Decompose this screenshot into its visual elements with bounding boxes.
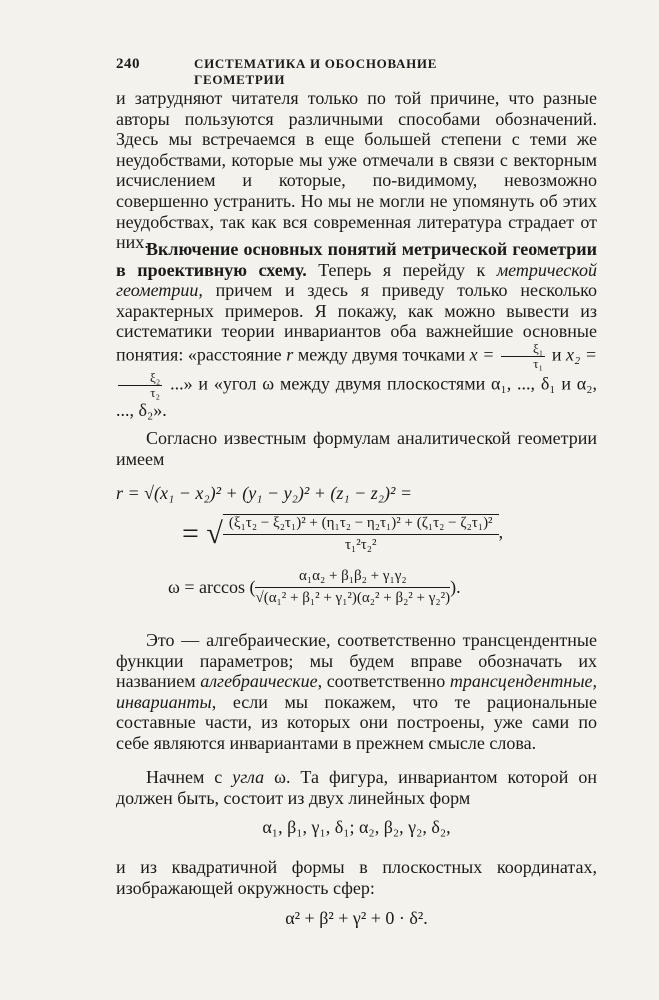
- quadratic-form-formula: α² + β² + γ² + 0 · δ².: [285, 908, 428, 928]
- formula-r: r = √(x₁ − x₂)² + (y₁ − y₂)² + (z₁ − z₂)² =: [116, 483, 413, 503]
- paragraph-3: Согласно известным формулам аналитической геометрии имеем: [116, 428, 597, 469]
- running-title: СИСТЕМАТИКА И ОБОСНОВАНИЕ ГЕОМЕТРИИ: [194, 56, 438, 87]
- formula-omega: ω = arccos ( $\frac{\text{α₁α₂ + β₁β₂ + γ₁γ₂}}{\text{√(α₁² + β₁² + γ₁²)(α₂² + β₂² + γ₂²)}}$ ).: [168, 568, 461, 606]
- fraction-xi2-tau2: $\frac{\text{ξ₂}}{\text{τ₂}}$: [118, 371, 162, 400]
- paragraph-5: Начнем с угла ω. Та фигура, инвариантом которой он должен быть, состоит из двух линейных форм: [116, 767, 597, 808]
- paragraph-1: и затрудняют читателя только по той причине, что разные авторы пользуются различными способами обозначений. Здесь мы встречаемся в еще большей степени с теми же неудобствами, которые мы уже отмечали в связи с векторным исчислением и которые, по-видимому, невозможно совершенно устранить. Но мы не могли не упомянуть об этих неудобствах, так как вся современная литература страдает от них.: [116, 88, 597, 253]
- section-heading: Включение основных понятий метрической геометрии в проективную схему.: [116, 239, 597, 280]
- page-number: 240: [116, 56, 140, 72]
- linear-forms-formula: α₁, β₁, γ₁, δ₁; α₂, β₂, γ₂, δ₂,: [262, 817, 451, 837]
- paragraph-2: Включение основных понятий метрической геометрии в проективную схему. Теперь я перейду к метрической геометрии, причем и здесь я приведу только несколько характерных примеров. Я покажу, как можно вывести из систематики теории инвариантов оба важнейшие основные понятия: «расстояние r между двумя точками x = $\frac{\text{ξ₁}}{\text{τ₁}}$ и x₂ = $\frac{\text{ξ₂}}{\text{τ₂}}$ ...» и «угол ω между двумя плоскостями α₁, ..., δ₁ и α₂, ..., δ₂».: [116, 239, 597, 420]
- paragraph-6: и из квадратичной формы в плоскостных координатах, изображающей окружность сфер:: [116, 857, 597, 898]
- fraction-xi1-tau1: $\frac{\text{ξ₁}}{\text{τ₁}}$: [501, 342, 545, 371]
- paragraph-4: Это — алгебраические, соответственно трансцендентные функции параметров; мы будем вправе обозначать их названием алгебраические, соответственно трансцендентные, инварианты, если мы покажем, что те рациональные составные части, из которых они построены, уже сами по себе являются инвариантами в прежнем смысле слова.: [116, 630, 597, 753]
- formula-r-projective: = √ $\frac{\text{(ξ₁τ₂ − ξ₂τ₁)² + (η₁τ₂ − η₂τ₁)² + (ζ₁τ₂ − ζ₂τ₁)²}}{\text{τ₁²τ₂²}}$ ,: [182, 515, 504, 553]
